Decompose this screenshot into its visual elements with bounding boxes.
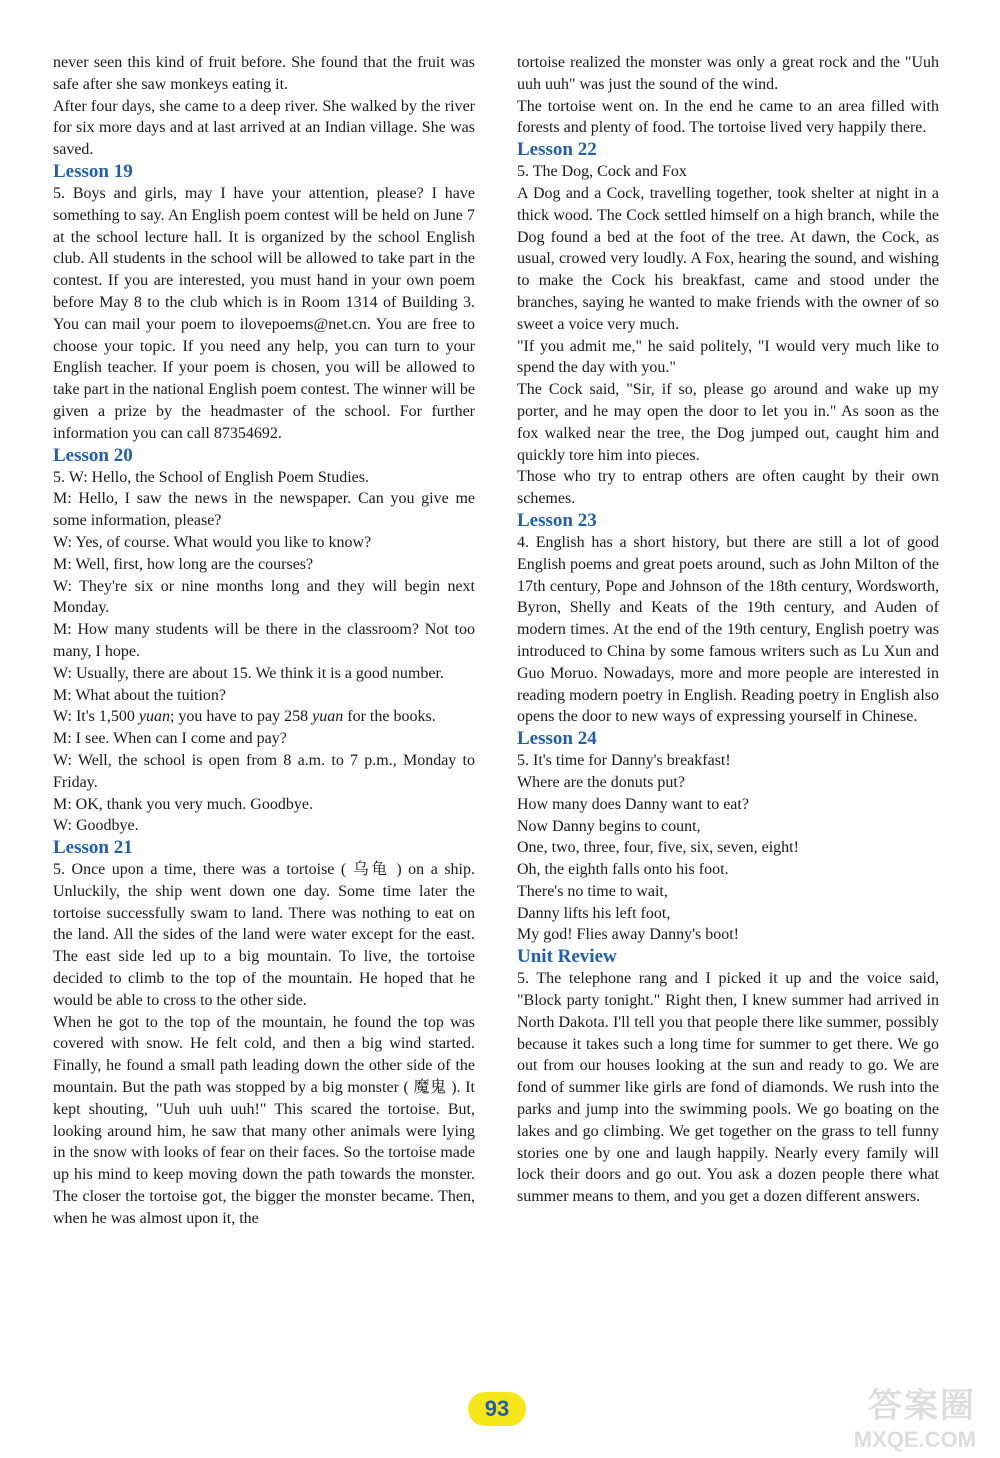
dialogue-line	[53, 706, 475, 728]
poem-line: Now Danny begins to count,	[517, 817, 701, 835]
yuan-word: yuan	[312, 708, 344, 726]
paragraph: tortoise realized the monster was only a great rock and the "Uuh uuh uuh" was just the sound of the wind.	[517, 54, 939, 93]
lesson-23-text: 4. English has a short history, but there are still a lot of good English poems and great poets around, such as John Milton of the 17th century, Pope and Johnson of the 18th century, Wordsworth, Byron, Shelly and Keats of the 19th century, and Auden of modern times. At the end of the 19th century, English poetry was introduced to China by some famous writers such as Lu Xun and Guo Moruo. Nowadays, more and more people are interested in reading modern poetry in English. Reading poetry in English also opens the door to new ways of expressing yourself in Chinese.	[517, 533, 939, 726]
price-text: for the books.	[343, 708, 436, 726]
dialogue-line: 5. W: Hello, the School of English Poem Studies.	[53, 468, 369, 486]
paragraph: The tortoise went on. In the end he came to an area filled with forests and plenty of food. The tortoise lived very happily there.	[517, 97, 939, 137]
dialogue-line: M: What about the tuition?	[53, 686, 227, 704]
poem-line: One, two, three, four, five, six, seven, eight!	[517, 839, 799, 857]
poem-line: There's no time to wait,	[517, 882, 668, 900]
price-text: ; you have to pay 258	[169, 708, 313, 726]
unit-review-heading: Unit Review	[517, 946, 617, 968]
lesson-22-text: Those who try to entrap others are often caught by their own schemes.	[517, 468, 939, 508]
poem-line: 5. It's time for Danny's breakfast!	[517, 752, 731, 770]
dialogue-line: M: I see. When can I come and pay?	[53, 730, 287, 748]
story-title: 5. The Dog, Cock and Fox	[517, 163, 687, 181]
lesson-23-heading: Lesson 23	[517, 509, 597, 531]
lesson-24-heading: Lesson 24	[517, 728, 597, 750]
yuan-word: yuan	[138, 708, 170, 726]
poem-line: Danny lifts his left foot,	[517, 904, 671, 922]
poem-line: My god! Flies away Danny's boot!	[517, 926, 739, 944]
left-column	[53, 52, 475, 1230]
right-column	[517, 52, 939, 1208]
lesson-22-text: "If you admit me," he said politely, "I would very much like to spend the day with you."	[517, 337, 939, 377]
dialogue-line: W: Usually, there are about 15. We think it is a good number.	[53, 664, 444, 682]
watermark-bottom: MXQE.COM	[853, 1427, 976, 1452]
poem-line: Oh, the eighth falls onto his foot.	[517, 861, 729, 879]
lesson-22-heading: Lesson 22	[517, 139, 597, 161]
lesson-21-text: 5. Once upon a time, there was a tortoise ( 乌龟 ) on a ship. Unluckily, the ship went down one day. Some time later the tortoise successfully swam to land. There was nothing to eat on the land. All the sides of the land were water except for the east. The east side led up to a big mountain. To live, the tortoise decided to climb to the top of the mountain. He hoped that he would be able to cross to the other side.	[53, 861, 475, 1009]
poem-line: Where are the donuts put?	[517, 773, 685, 791]
watermark-top: 答案圈	[868, 1387, 976, 1425]
lesson-21-heading: Lesson 21	[53, 837, 133, 859]
poem-line: How many does Danny want to eat?	[517, 795, 749, 813]
lesson-21-text: When he got to the top of the mountain, he found the top was covered with snow. He felt cold, and then a big wind started. Finally, he found a small path leading down the other side of the mountain. But the path was stopped by a big monster ( 魔鬼 ). It kept shouting, "Uuh uuh uuh!" This scared the tortoise. But, looking around him, he saw that many other animals were lying in the snow with looks of fear on their faces. So the tortoise made up his mind to keep moving down the path towards the monster. The closer the tortoise got, the bigger the monster became. Then, when he was almost upon it, the	[53, 1013, 475, 1227]
watermark-logo	[806, 1378, 976, 1452]
lesson-22-text: The Cock said, "Sir, if so, please go around and wake up my porter, and he may open the door to let you in." As soon as the fox walked near the tree, the Dog jumped out, caught him and quickly tore him into pieces.	[517, 381, 939, 464]
paragraph: never seen this kind of fruit before. She found that the fruit was safe after she saw monkeys eating it.	[53, 54, 475, 93]
page-number: 93	[468, 1392, 526, 1426]
lesson-22-text: A Dog and a Cock, travelling together, took shelter at night in a thick wood. The Cock settled himself on a high branch, while the Dog found a bed at the foot of the tree. At dawn, the Cock, as usual, crowed very loudly. A Fox, hearing the sound, and wishing to make the Cock his breakfast, came and stood under the branches, saying he wanted to make friends with the owner of so sweet a voice very much.	[517, 184, 939, 333]
lesson-19-text: 5. Boys and girls, may I have your attention, please? I have something to say. An English poem contest will be held on June 7 at the school lecture hall. It is organized by the school English club. All students in the school will be allowed to take part in the contest. If you are interested, you must hand in your own poem before May 8 to the club which is in Room 1314 of Building 3. You can mail your poem to ilovepoems@net.cn. You are free to choose your topic. If you need any help, you can turn to your English teacher. If your poem is chosen, you will be allowed to take part in the national English poem contest. The winner will be given a prize by the headmaster of the school. For further information you can call 87354692.	[53, 184, 475, 442]
paragraph: After four days, she came to a deep river. She walked by the river for six more days and at last arrived at an Indian village. She was saved.	[53, 97, 475, 159]
dialogue-line: M: OK, thank you very much. Goodbye.	[53, 795, 313, 813]
dialogue-line: W: They're six or nine months long and they will begin next Monday.	[53, 577, 475, 617]
price-text: W: It's 1,500	[53, 708, 139, 726]
lesson-20-heading: Lesson 20	[53, 444, 133, 466]
dialogue-line: M: How many students will be there in the classroom? Not too many, I hope.	[53, 621, 475, 660]
lesson-19-heading: Lesson 19	[53, 160, 133, 182]
unit-review-text: 5. The telephone rang and I picked it up and the voice said, "Block party tonight." Right then, I knew summer had arrived in North Dakota. I'll tell you that people there like summer, possibly because it takes such a long time for summer to get there. We go out from our houses looking at the sun and ready to go. We are fond of summer like girls are fond of diamonds. We rush into the parks and jump into the swimming pools. We go boating on the lakes and go climbing. We get together on the grass to tell funny stories one by one and laugh happily. Nearly every family will lock their doors and go out. You ask a dozen people there what summer means to them, and you get a dozen different answers.	[517, 970, 939, 1206]
dialogue-line: W: Yes, of course. What would you like to know?	[53, 533, 372, 551]
dialogue-line: W: Goodbye.	[53, 817, 139, 835]
dialogue-line: M: Well, first, how long are the courses?	[53, 555, 314, 573]
dialogue-line: M: Hello, I saw the news in the newspaper. Can you give me some information, please?	[53, 490, 475, 530]
dialogue-line: W: Well, the school is open from 8 a.m. to 7 p.m., Monday to Friday.	[53, 751, 475, 791]
